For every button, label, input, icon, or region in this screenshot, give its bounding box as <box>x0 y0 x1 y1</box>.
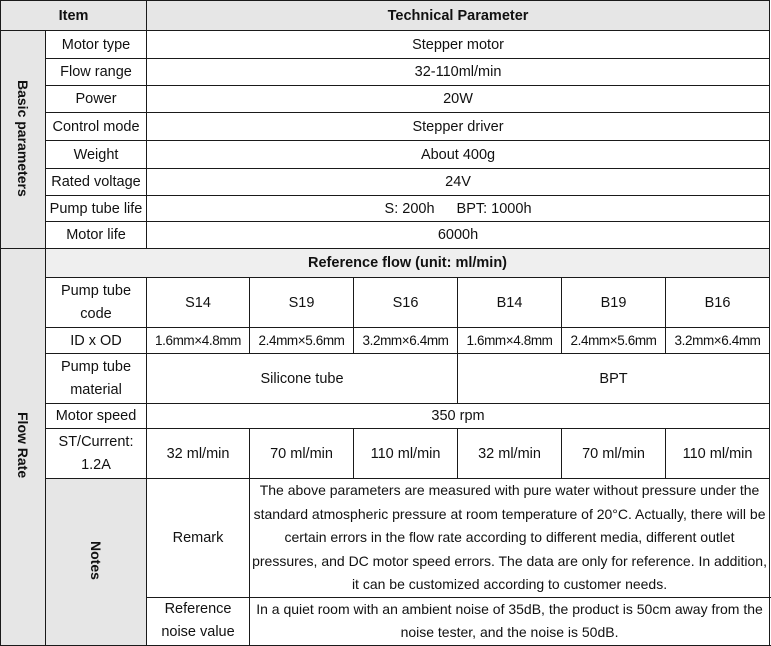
motor-speed-row <box>1 404 770 429</box>
basic-row <box>1 169 770 196</box>
idod-row <box>1 328 770 354</box>
basic-row <box>1 113 770 141</box>
tube-code: B16 <box>666 278 770 328</box>
flow-title-row <box>1 249 770 278</box>
param-value <box>147 196 770 222</box>
basic-row <box>1 222 770 249</box>
pump-tube-material-label: Pump tube material <box>46 354 147 404</box>
param-value: 24V <box>147 169 770 196</box>
motor-speed-label: Motor speed <box>46 404 147 429</box>
flow-values-row <box>1 429 770 479</box>
st-current-label: ST/Current: 1.2A <box>46 429 147 479</box>
param-value: 32-110ml/min <box>147 59 770 86</box>
tube-life-bpt: BPT: 1000h <box>456 200 532 217</box>
param-label: Weight <box>46 141 147 169</box>
param-value: Stepper driver <box>147 113 770 141</box>
param-label: Control mode <box>46 113 147 141</box>
tube-code: S16 <box>354 278 458 328</box>
basic-row <box>1 86 770 113</box>
idod-value: 2.4mm×5.6mm <box>562 328 666 354</box>
tube-code: S14 <box>147 278 250 328</box>
header-row <box>1 1 770 31</box>
idod-label: ID x OD <box>46 328 147 354</box>
param-label: Rated voltage <box>46 169 147 196</box>
idod-value: 3.2mm×6.4mm <box>666 328 770 354</box>
idod-value: 2.4mm×5.6mm <box>250 328 354 354</box>
param-label: Motor life <box>46 222 147 249</box>
remark-label: Remark <box>147 479 250 598</box>
tube-life-s: S: 200h <box>384 200 435 217</box>
flow-value: 70 ml/min <box>562 429 666 479</box>
tube-code: B19 <box>562 278 666 328</box>
idod-value: 1.6mm×4.8mm <box>147 328 250 354</box>
remark-row <box>1 479 770 598</box>
flow-value: 70 ml/min <box>250 429 354 479</box>
basic-parameters-section: Basic parameters <box>1 31 46 249</box>
flow-value: 32 ml/min <box>147 429 250 479</box>
param-value: Stepper motor <box>147 31 770 59</box>
idod-value: 1.6mm×4.8mm <box>458 328 562 354</box>
material-bpt: BPT <box>458 354 770 404</box>
pump-tube-code-label: Pump tube code <box>46 278 147 328</box>
basic-row <box>1 59 770 86</box>
param-value: 6000h <box>147 222 770 249</box>
basic-row <box>1 196 770 222</box>
flow-value: 110 ml/min <box>354 429 458 479</box>
basic-row <box>1 31 770 59</box>
flow-value: 110 ml/min <box>666 429 770 479</box>
param-label: Motor type <box>46 31 147 59</box>
noise-label: Reference noise value <box>147 597 250 645</box>
remark-text: The above parameters are measured with pure water without pressure under the standard atmospheric pressure at room temperature of 20°C. Actually, there will be certain errors in the flow rate according to different media, different outlet pressures, and DC motor speed errors. The data are only for reference. In addition, it can be customized according to customer needs. <box>250 479 770 598</box>
basic-row <box>1 141 770 169</box>
noise-text: In a quiet room with an ambient noise of 35dB, the product is 50cm away from the noise tester, and the noise is 50dB. <box>250 597 770 645</box>
flow-rate-section: Flow Rate <box>1 249 46 646</box>
motor-speed-value: 350 rpm <box>147 404 770 429</box>
idod-value: 3.2mm×6.4mm <box>354 328 458 354</box>
param-value: 20W <box>147 86 770 113</box>
item-header: Item <box>1 1 147 31</box>
notes-section: Notes <box>46 479 147 646</box>
flow-value: 32 ml/min <box>458 429 562 479</box>
material-silicone: Silicone tube <box>147 354 458 404</box>
tube-code-row <box>1 278 770 328</box>
param-value: About 400g <box>147 141 770 169</box>
reference-flow-title: Reference flow (unit: ml/min) <box>46 249 770 278</box>
param-label: Flow range <box>46 59 147 86</box>
technical-parameter-header: Technical Parameter <box>147 1 770 31</box>
param-label: Pump tube life <box>46 196 147 222</box>
param-label: Power <box>46 86 147 113</box>
tube-code: S19 <box>250 278 354 328</box>
material-row <box>1 354 770 404</box>
tube-code: B14 <box>458 278 562 328</box>
